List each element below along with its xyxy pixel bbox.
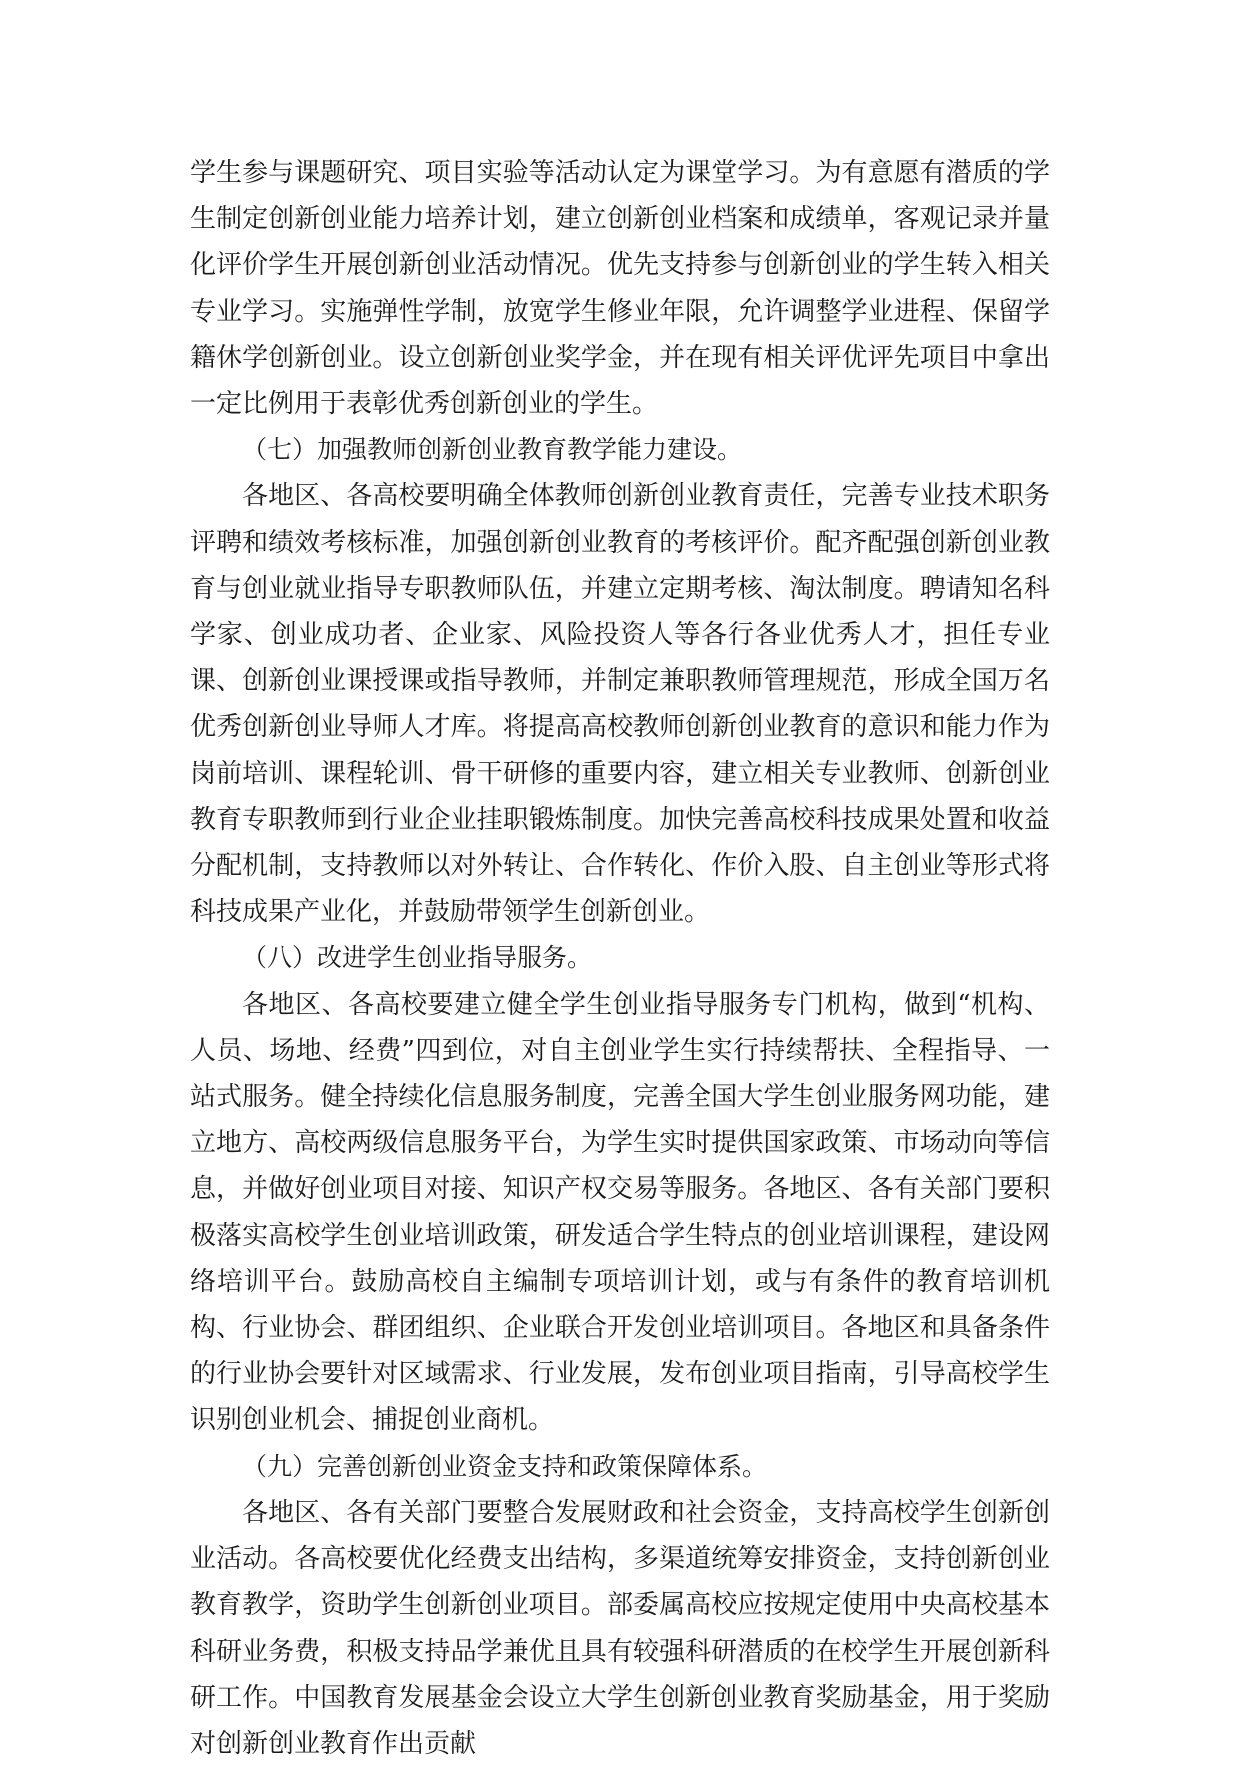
section-heading-8: （八）改进学生创业指导服务。	[242, 943, 593, 973]
section-heading-7: （七）加强教师创新创业教育教学能力建设。	[242, 435, 743, 465]
paragraph-section-7: 各地区、各高校要明确全体教师创新创业教育责任，完善专业技术职务评聘和绩效考核标准，加强创新创业教育的考核评价。配齐配强创新创业教育与创业就业指导专职教师队伍，并建立定期考核、淘汰制度。聘请知名科学家、创业成功者、企业家、风险投资人等各行各业优秀人才，担任专业课、创新创业课授课或指导教师，并制定兼职教师管理规范，形成全国万名优秀创新创业导师人才库。将提高高校教师创新创业教育的意识和能力作为岗前培训、课程轮训、骨干研修的重要内容，建立相关专业教师、创新创业教育专职教师到行业企业挂职锻炼制度。加快完善高校科技成果处置和收益分配机制，支持教师以对外转让、合作转化、作价入股、自主创业等形式将科技成果产业化，并鼓励带领学生创新创业。	[190, 481, 1050, 928]
paragraph-section-8: 各地区、各高校要建立健全学生创业指导服务专门机构，做到“机构、人员、场地、经费”四到位，对自主创业学生实行持续帮扶、全程指导、一站式服务。健全持续化信息服务制度，完善全国大学生创业服务网功能，建立地方、高校两级信息服务平台，为学生实时提供国家政策、市场动向等信息，并做好创业项目对接、知识产权交易等服务。各地区、各有关部门要积极落实高校学生创业培训政策，研发适合学生特点的创业培训课程，建设网络培训平台。鼓励高校自主编制专项培训计划，或与有条件的教育培训机构、行业协会、群团组织、企业联合开发创业培训项目。各地区和具备条件的行业协会要针对区域需求、行业发展，发布创业项目指南，引导高校学生识别创业机会、捕捉创业商机。	[190, 989, 1050, 1436]
document-body	[190, 150, 1050, 1767]
section-heading-9: （九）完善创新创业资金支持和政策保障体系。	[242, 1451, 768, 1481]
paragraph-section-9: 各地区、各有关部门要整合发展财政和社会资金，支持高校学生创新创业活动。各高校要优化经费支出结构，多渠道统筹安排资金，支持创新创业教育教学，资助学生创新创业项目。部委属高校应按规定使用中央高校基本科研业务费，积极支持品学兼优且具有较强科研潜质的在校学生开展创新科研工作。中国教育发展基金会设立大学生创新创业教育奖励基金，用于奖励对创新创业教育作出贡献	[190, 1497, 1050, 1759]
paragraph-continued: 学生参与课题研究、项目实验等活动认定为课堂学习。为有意愿有潜质的学生制定创新创业能力培养计划，建立创新创业档案和成绩单，客观记录并量化评价学生开展创新创业活动情况。优先支持参与创新创业的学生转入相关专业学习。实施弹性学制，放宽学生修业年限，允许调整学业进程、保留学籍休学创新创业。设立创新创业奖学金，并在现有相关评优评先项目中拿出一定比例用于表彰优秀创新创业的学生。	[190, 158, 1050, 420]
